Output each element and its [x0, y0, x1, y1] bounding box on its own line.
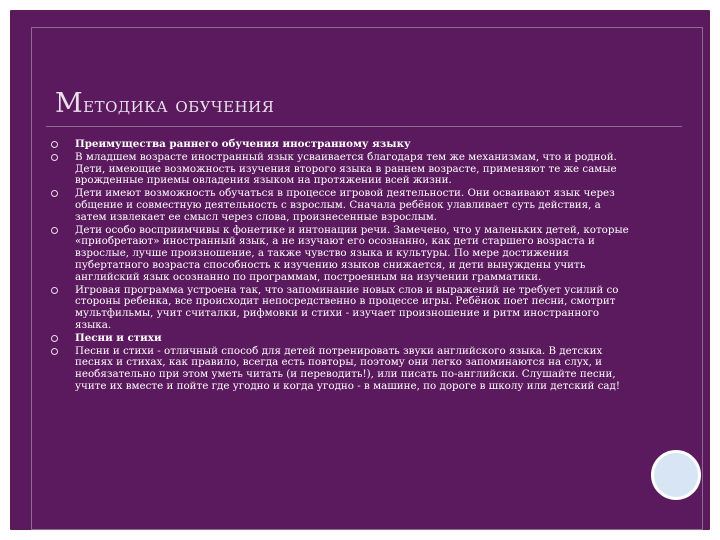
list-item — [50, 188, 635, 223]
list-item-text: Игровая программа устроена так, что запоминание новых слов и выражений не требует усилий со стороны ребенка, все происходит непосредственно в процессе игры. Ребёнок поет песни, смотрит мультфильмы, учит считалки, рифмовки и стихи - изучает произношение и ритм иностранного языка. — [75, 283, 619, 331]
circle-bullet-icon — [51, 348, 58, 355]
slide-background — [10, 10, 710, 530]
list-item — [50, 333, 635, 345]
list-item-text: Дети особо восприимчивы к фонетике и интонации речи. Замечено, что у маленьких детей, которые «приобретают» иностранный язык, а не изучают его осознанно, как дети старшего возраста и взрослые, лучше произношение, а также чувство языка и культуры. По мере достижения пубертатного возраста способность к изучению языков снижается, и дети вынуждены учить английский язык осознанно по программам, построенным на изучении грамматики. — [75, 223, 629, 283]
list-item — [50, 139, 635, 151]
list-item — [50, 225, 635, 284]
circle-bullet-icon — [51, 141, 58, 148]
title-first-letter: М — [55, 88, 84, 119]
bullet-list — [50, 139, 635, 394]
circle-bullet-icon — [51, 335, 58, 342]
decorative-circle-icon — [651, 450, 701, 500]
circle-bullet-icon — [51, 227, 58, 234]
slide-title — [55, 88, 274, 119]
list-item-text: Песни и стихи — [75, 331, 162, 344]
title-divider — [46, 126, 682, 127]
list-item — [50, 285, 635, 332]
list-item-text: Песни и стихи - отличный способ для детей потренировать звуки английского языка. В детских песнях и стихах, как правило, всегда есть повторы, поэтому они легко запоминаются на слух, и необязательно при этом уметь читать (и переводить!), или писать по-английски. Слушайте песни, учите их вместе и пойте где угодно и когда угодно - в машине, по дороге в школу или детский сад! — [75, 344, 621, 392]
list-item-text: Дети имеют возможность обучаться в процессе игровой деятельности. Они осваивают язык через общение и совместную деятельность с взрослым. Сначала ребёнок улавливает суть действия, а затем извлекает ее смысл через слова, произнесенные взрослым. — [75, 187, 615, 223]
list-item-text: Преимущества раннего обучения иностранному языку — [75, 138, 411, 150]
title-rest: етодика обучения — [83, 93, 275, 117]
circle-bullet-icon — [51, 190, 58, 197]
list-item — [50, 152, 635, 187]
circle-bullet-icon — [51, 154, 58, 161]
list-item — [50, 346, 635, 393]
circle-bullet-icon — [51, 287, 58, 294]
list-item-text: В младшем возрасте иностранный язык усваивается благодаря тем же механизмам, что и родной. Дети, имеющие возможность изучения второго языка в раннем возрасте, применяют те же самые врожденные приемы овладения языком на протяжении всей жизни. — [75, 150, 617, 187]
